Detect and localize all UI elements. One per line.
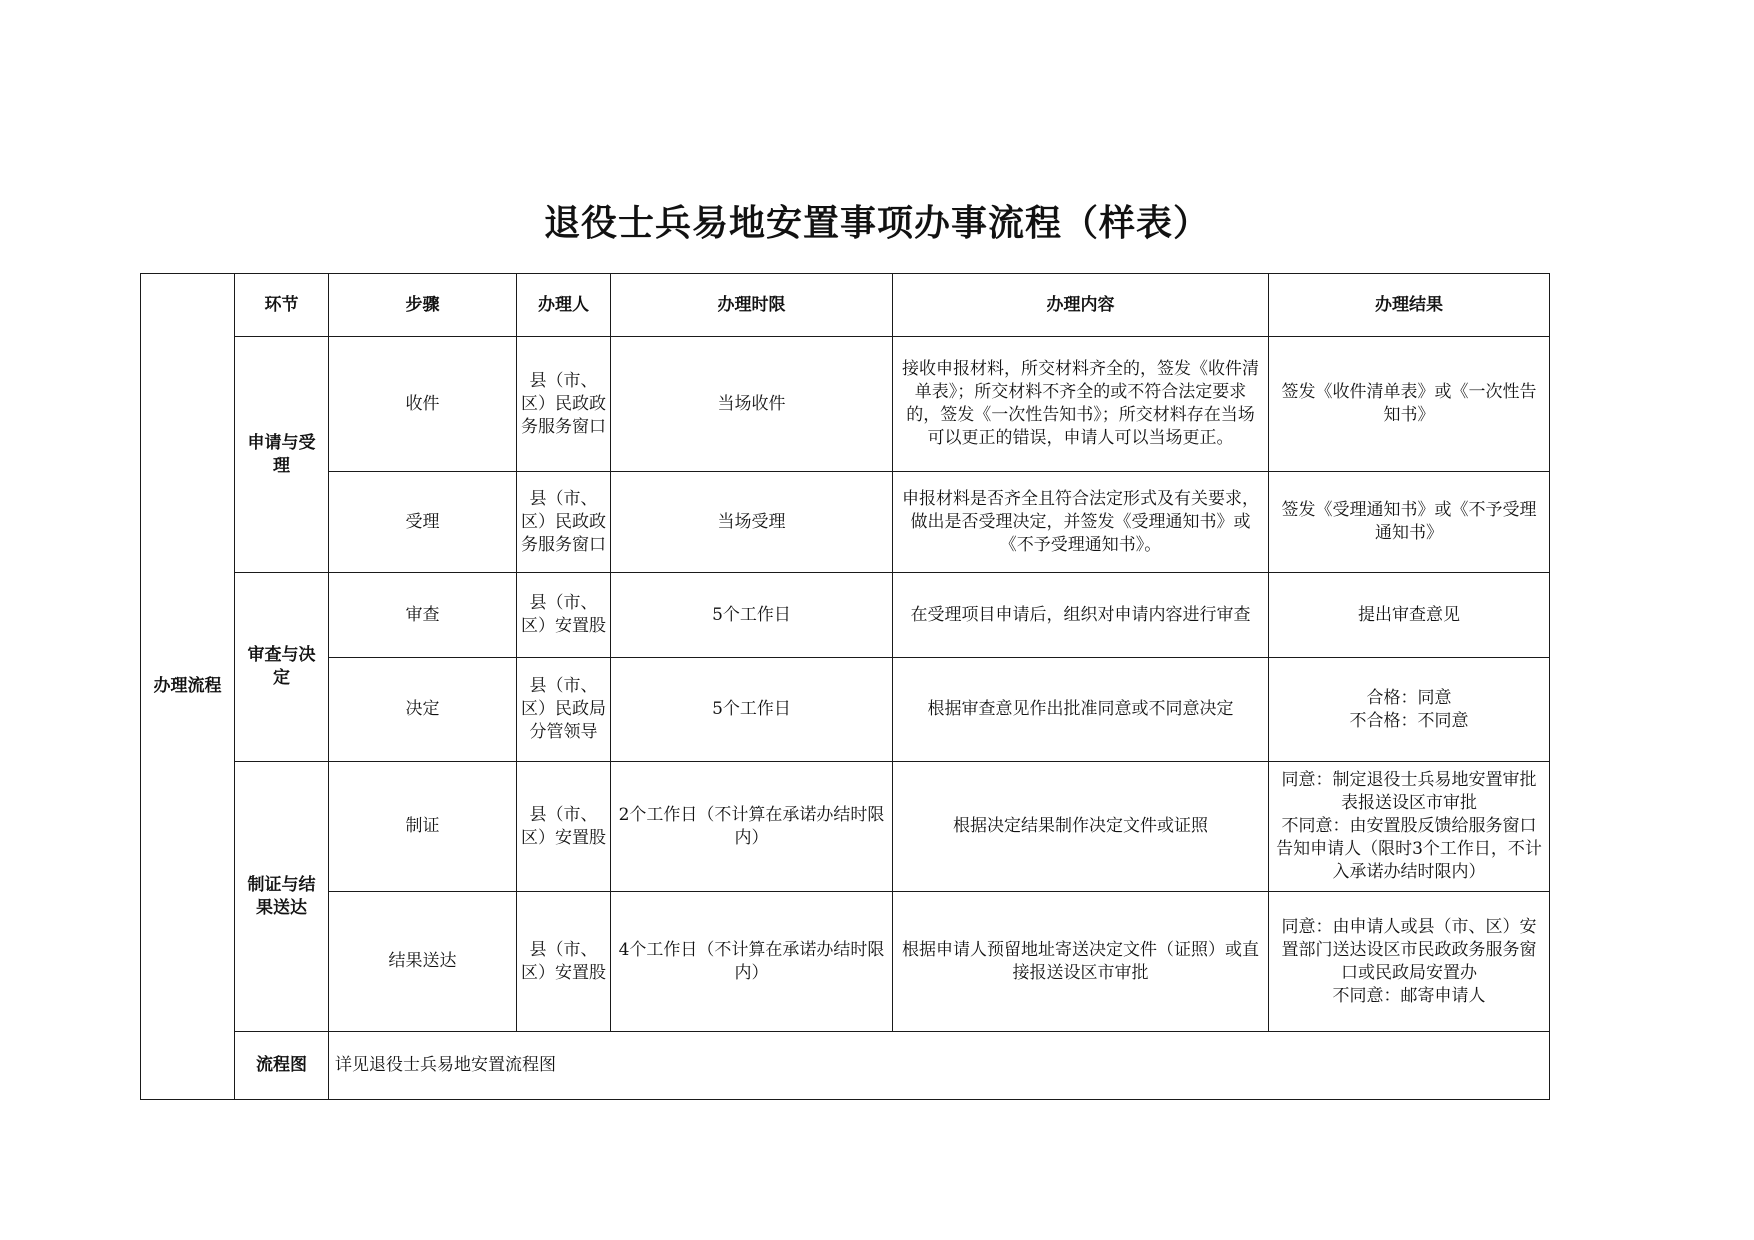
time-limit-cell: 4个工作日（不计算在承诺办结时限内） (611, 892, 893, 1032)
header-step: 步骤 (329, 274, 517, 337)
table-row (141, 892, 1550, 1032)
result-line: 同意：由申请人或县（市、区）安置部门送达设区市民政政务服务窗口或民政局安置办 (1281, 916, 1537, 983)
stage-apply-accept: 申请与受理 (235, 337, 329, 573)
result-cell: 提出审查意见 (1269, 573, 1550, 658)
time-limit-cell: 当场受理 (611, 472, 893, 573)
content-cell: 在受理项目申请后，组织对申请内容进行审查 (893, 573, 1269, 658)
time-limit-cell: 5个工作日 (611, 658, 893, 762)
process-table (140, 273, 1550, 1100)
step-cell: 决定 (329, 658, 517, 762)
result-line: 不同意：由安置股反馈给服务窗口告知申请人（限时3个工作日，不计入承诺办结时限内） (1276, 816, 1542, 882)
result-cell (1269, 658, 1550, 762)
time-limit-cell: 5个工作日 (611, 573, 893, 658)
content-cell: 根据审查意见作出批准同意或不同意决定 (893, 658, 1269, 762)
handler-cell: 县（市、区）民政政务服务窗口 (517, 472, 611, 573)
handler-cell: 县（市、区）民政政务服务窗口 (517, 337, 611, 472)
table-row (141, 573, 1550, 658)
header-stage: 环节 (235, 274, 329, 337)
result-cell (1269, 892, 1550, 1032)
result-line: 不同意：邮寄申请人 (1332, 985, 1486, 1006)
handler-cell: 县（市、区）安置股 (517, 892, 611, 1032)
time-limit-cell: 2个工作日（不计算在承诺办结时限内） (611, 762, 893, 892)
step-cell: 审查 (329, 573, 517, 658)
document-title: 退役士兵易地安置事项办事流程（样表） (543, 202, 1210, 244)
step-cell: 制证 (329, 762, 517, 892)
header-time-limit: 办理时限 (611, 274, 893, 337)
result-cell: 签发《受理通知书》或《不予受理通知书》 (1269, 472, 1550, 573)
flowchart-text: 详见退役士兵易地安置流程图 (329, 1032, 1550, 1100)
handler-cell: 县（市、区）民政局分管领导 (517, 658, 611, 762)
step-cell: 受理 (329, 472, 517, 573)
content-cell: 接收申报材料，所交材料齐全的，签发《收件清单表》；所交材料不齐全的或不符合法定要求的，签发《一次性告知书》；所交材料存在当场可以更正的错误，申请人可以当场更正。 (893, 337, 1269, 472)
header-result: 办理结果 (1269, 274, 1550, 337)
header-content: 办理内容 (893, 274, 1269, 337)
table-row (141, 658, 1550, 762)
step-cell: 收件 (329, 337, 517, 472)
table-header-row (141, 274, 1550, 337)
header-handler: 办理人 (517, 274, 611, 337)
time-limit-cell: 当场收件 (611, 337, 893, 472)
flowchart-label: 流程图 (235, 1032, 329, 1100)
content-cell: 根据申请人预留地址寄送决定文件（证照）或直接报送设区市审批 (893, 892, 1269, 1032)
handler-cell: 县（市、区）安置股 (517, 573, 611, 658)
handler-cell: 县（市、区）安置股 (517, 762, 611, 892)
stage-review-decide: 审查与决定 (235, 573, 329, 762)
result-line: 同意：制定退役士兵易地安置审批表报送设区市审批 (1281, 770, 1537, 813)
result-cell: 签发《收件清单表》或《一次性告知书》 (1269, 337, 1550, 472)
table-row (141, 762, 1550, 892)
table-row (141, 337, 1550, 472)
row-label-process: 办理流程 (141, 274, 235, 1100)
result-line: 不合格：不同意 (1349, 710, 1469, 731)
step-cell: 结果送达 (329, 892, 517, 1032)
stage-certify-deliver: 制证与结果送达 (235, 762, 329, 1032)
result-cell (1269, 762, 1550, 892)
result-line: 合格：同意 (1366, 687, 1452, 708)
flowchart-row (141, 1032, 1550, 1100)
table-row (141, 472, 1550, 573)
content-cell: 根据决定结果制作决定文件或证照 (893, 762, 1269, 892)
content-cell: 申报材料是否齐全且符合法定形式及有关要求，做出是否受理决定，并签发《受理通知书》或《不予受理通知书》。 (893, 472, 1269, 573)
